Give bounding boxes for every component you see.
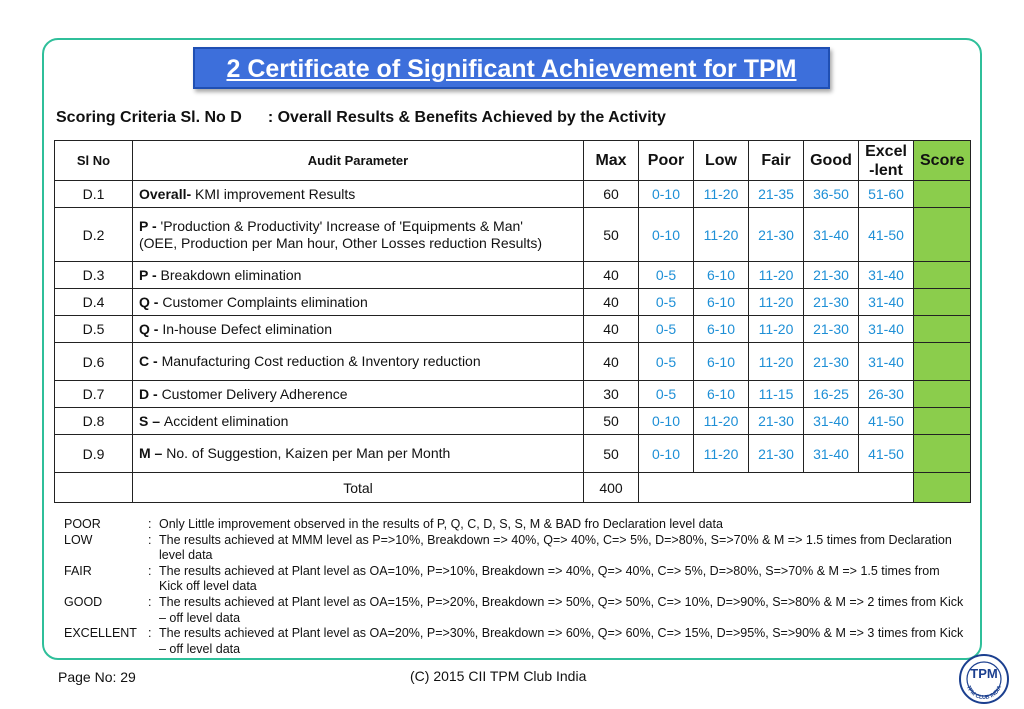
header-good: Good xyxy=(804,141,859,181)
parameter-text: KMI improvement Results xyxy=(191,185,356,202)
audit-parameter-cell xyxy=(133,343,584,381)
rating-label: FAIR xyxy=(64,563,92,578)
good-range-cell: 36-50 xyxy=(804,181,859,208)
low-range-cell: 11-20 xyxy=(694,408,749,435)
rating-definition xyxy=(64,626,964,657)
rating-colon: : xyxy=(148,563,152,578)
good-range-cell: 31-40 xyxy=(804,208,859,262)
low-range-cell: 11-20 xyxy=(694,435,749,473)
audit-parameter-cell xyxy=(133,208,584,262)
good-range-cell: 16-25 xyxy=(804,381,859,408)
poor-range-cell: 0-5 xyxy=(639,262,694,289)
criteria-description: : Overall Results & Benefits Achieved by the Activity xyxy=(267,109,666,126)
svg-text:TPM CLUB INDIA: TPM CLUB INDIA xyxy=(964,684,1004,701)
score-input-cell[interactable] xyxy=(914,343,971,381)
fair-range-cell: 21-30 xyxy=(749,408,804,435)
fair-range-cell: 11-15 xyxy=(749,381,804,408)
parameter-code: Q - xyxy=(139,293,163,310)
fair-range-cell: 11-20 xyxy=(749,262,804,289)
rating-label: GOOD xyxy=(64,594,103,609)
parameter-code: M – xyxy=(139,445,167,461)
svg-text:TPM: TPM xyxy=(970,666,998,681)
header-sl-no: Sl No xyxy=(55,141,133,181)
excellent-range-cell: 41-50 xyxy=(859,435,914,473)
rating-description: The results achieved at Plant level as OA=15%, P=>20%, Breakdown => 50%, Q=> 50%, C=> 10%, D=>90%, S=>80% & M => 2 times from Kick – off level data xyxy=(159,594,964,625)
audit-parameter-cell xyxy=(133,435,584,473)
header-audit-parameter: Audit Parameter xyxy=(133,141,584,181)
excellent-range-cell: 31-40 xyxy=(859,343,914,381)
parameter-text: 'Production & Productivity' Increase of 'Equipments & Man' xyxy=(160,217,523,234)
rating-label: LOW xyxy=(64,532,93,547)
header-excellent-line2: -lent xyxy=(869,161,903,179)
parameter-text: In-house Defect elimination xyxy=(162,320,332,337)
table-row xyxy=(55,381,971,408)
parameter-text: No. of Suggestion, Kaizen per Man per Month xyxy=(166,445,451,461)
parameter-code: C - xyxy=(139,353,162,369)
parameter-text: Breakdown elimination xyxy=(160,266,302,283)
excellent-range-cell: 41-50 xyxy=(859,208,914,262)
good-range-cell: 21-30 xyxy=(804,289,859,316)
slide-title: 2 Certificate of Significant Achievement for TPM xyxy=(193,47,830,89)
good-range-cell: 31-40 xyxy=(804,435,859,473)
fair-range-cell: 11-20 xyxy=(749,289,804,316)
fair-range-cell: 11-20 xyxy=(749,343,804,381)
parameter-code: D - xyxy=(139,385,162,402)
poor-range-cell: 0-10 xyxy=(639,435,694,473)
rating-label: POOR xyxy=(64,517,101,531)
copyright: (C) 2015 CII TPM Club India xyxy=(410,668,587,684)
fair-range-cell: 21-30 xyxy=(749,435,804,473)
score-input-cell[interactable] xyxy=(914,435,971,473)
low-range-cell: 11-20 xyxy=(694,181,749,208)
total-blank-range xyxy=(639,473,914,503)
max-cell: 40 xyxy=(584,262,639,289)
score-input-cell[interactable] xyxy=(914,316,971,343)
low-range-cell: 6-10 xyxy=(694,343,749,381)
score-input-cell[interactable] xyxy=(914,289,971,316)
total-row xyxy=(55,473,971,503)
sl-no-cell: D.2 xyxy=(55,208,133,262)
scoring-criteria-heading xyxy=(56,109,666,127)
header-poor: Poor xyxy=(639,141,694,181)
sl-no-cell: D.4 xyxy=(55,289,133,316)
table-row xyxy=(55,181,971,208)
parameter-text-detail: (OEE, Production per Man hour, Other Losses reduction Results) xyxy=(139,234,543,251)
excellent-range-cell: 51-60 xyxy=(859,181,914,208)
parameter-text: Manufacturing Cost reduction & Inventory reduction xyxy=(161,353,481,369)
header-excellent xyxy=(859,141,914,181)
audit-parameter-cell xyxy=(133,381,584,408)
poor-range-cell: 0-5 xyxy=(639,381,694,408)
poor-range-cell: 0-5 xyxy=(639,316,694,343)
audit-parameter-cell xyxy=(133,408,584,435)
rating-description: The results achieved at MMM level as P=>10%, Breakdown => 40%, Q=> 40%, C=> 5%, D=>80%, S=>70% & M => 1.5 times from Declaration level data xyxy=(159,532,952,563)
excellent-range-cell: 31-40 xyxy=(859,289,914,316)
rating-description: The results achieved at Plant level as OA=20%, P=>30%, Breakdown => 60%, Q=> 60%, C=> 15%, D=>95%, S=>90% & M => 3 times from Kick – off level data xyxy=(159,626,964,656)
good-range-cell: 21-30 xyxy=(804,343,859,381)
rating-colon: : xyxy=(148,532,152,547)
score-input-cell[interactable] xyxy=(914,262,971,289)
sl-no-cell: D.3 xyxy=(55,262,133,289)
max-cell: 50 xyxy=(584,408,639,435)
table-row xyxy=(55,262,971,289)
scoring-table xyxy=(54,140,971,503)
rating-description: Only Little improvement observed in the results of P, Q, C, D, S, S, M & BAD fro Declaration level data xyxy=(159,517,723,531)
total-score-cell[interactable] xyxy=(914,473,971,503)
parameter-code: P - xyxy=(139,217,161,234)
rating-definition xyxy=(64,533,964,564)
parameter-code: S – xyxy=(139,412,164,429)
poor-range-cell: 0-10 xyxy=(639,208,694,262)
parameter-text: Customer Complaints elimination xyxy=(162,293,368,310)
max-cell: 40 xyxy=(584,316,639,343)
fair-range-cell: 21-35 xyxy=(749,181,804,208)
low-range-cell: 6-10 xyxy=(694,381,749,408)
page-number: Page No: 29 xyxy=(58,669,136,685)
max-cell: 60 xyxy=(584,181,639,208)
audit-parameter-cell xyxy=(133,316,584,343)
rating-definition xyxy=(64,564,964,595)
table-row xyxy=(55,408,971,435)
sl-no-cell: D.8 xyxy=(55,408,133,435)
table-header-row xyxy=(55,141,971,181)
excellent-range-cell: 31-40 xyxy=(859,316,914,343)
table-row xyxy=(55,435,971,473)
rating-colon: : xyxy=(148,594,152,609)
rating-colon: : xyxy=(148,517,152,531)
audit-parameter-cell xyxy=(133,289,584,316)
header-score: Score xyxy=(914,141,971,181)
parameter-text: Accident elimination xyxy=(163,412,289,429)
max-cell: 50 xyxy=(584,208,639,262)
sl-no-cell: D.9 xyxy=(55,435,133,473)
max-cell: 40 xyxy=(584,343,639,381)
audit-parameter-cell xyxy=(133,262,584,289)
header-low: Low xyxy=(694,141,749,181)
total-empty-cell xyxy=(55,473,133,503)
table-row xyxy=(55,316,971,343)
table-row xyxy=(55,343,971,381)
table-row xyxy=(55,289,971,316)
low-range-cell: 6-10 xyxy=(694,316,749,343)
good-range-cell: 31-40 xyxy=(804,408,859,435)
rating-description: The results achieved at Plant level as OA=10%, P=>10%, Breakdown => 40%, Q=> 40%, C=> 5%, D=>80%, S=>70% & M => 1.5 times from Kick off level data xyxy=(159,563,940,594)
score-input-cell[interactable] xyxy=(914,408,971,435)
good-range-cell: 21-30 xyxy=(804,316,859,343)
excellent-range-cell: 31-40 xyxy=(859,262,914,289)
low-range-cell: 6-10 xyxy=(694,289,749,316)
tpm-club-logo xyxy=(958,653,1010,705)
total-label: Total xyxy=(133,473,584,503)
sl-no-cell: D.7 xyxy=(55,381,133,408)
rating-label: EXCELLENT xyxy=(64,626,137,641)
excellent-range-cell: 41-50 xyxy=(859,408,914,435)
max-cell: 50 xyxy=(584,435,639,473)
poor-range-cell: 0-5 xyxy=(639,343,694,381)
poor-range-cell: 0-5 xyxy=(639,289,694,316)
fair-range-cell: 21-30 xyxy=(749,208,804,262)
audit-parameter-cell xyxy=(133,181,584,208)
sl-no-cell: D.1 xyxy=(55,181,133,208)
sl-no-cell: D.5 xyxy=(55,316,133,343)
poor-range-cell: 0-10 xyxy=(639,181,694,208)
rating-definition xyxy=(64,517,964,533)
score-input-cell[interactable] xyxy=(914,181,971,208)
excellent-range-cell: 26-30 xyxy=(859,381,914,408)
low-range-cell: 11-20 xyxy=(694,208,749,262)
table-row xyxy=(55,208,971,262)
rating-definitions xyxy=(64,517,964,657)
max-cell: 30 xyxy=(584,381,639,408)
rating-colon: : xyxy=(148,626,152,641)
low-range-cell: 6-10 xyxy=(694,262,749,289)
total-max: 400 xyxy=(584,473,639,503)
poor-range-cell: 0-10 xyxy=(639,408,694,435)
parameter-code: Overall- xyxy=(139,185,192,202)
header-excellent-line1: Excel xyxy=(865,142,907,160)
sl-no-cell: D.6 xyxy=(55,343,133,381)
good-range-cell: 21-30 xyxy=(804,262,859,289)
parameter-code: Q - xyxy=(139,320,163,337)
parameter-code: P - xyxy=(139,266,161,283)
parameter-text: Customer Delivery Adherence xyxy=(161,385,348,402)
fair-range-cell: 11-20 xyxy=(749,316,804,343)
max-cell: 40 xyxy=(584,289,639,316)
header-fair: Fair xyxy=(749,141,804,181)
header-max: Max xyxy=(584,141,639,181)
score-input-cell[interactable] xyxy=(914,208,971,262)
score-input-cell[interactable] xyxy=(914,381,971,408)
rating-definition xyxy=(64,595,964,626)
criteria-number: Scoring Criteria Sl. No D xyxy=(56,109,242,126)
